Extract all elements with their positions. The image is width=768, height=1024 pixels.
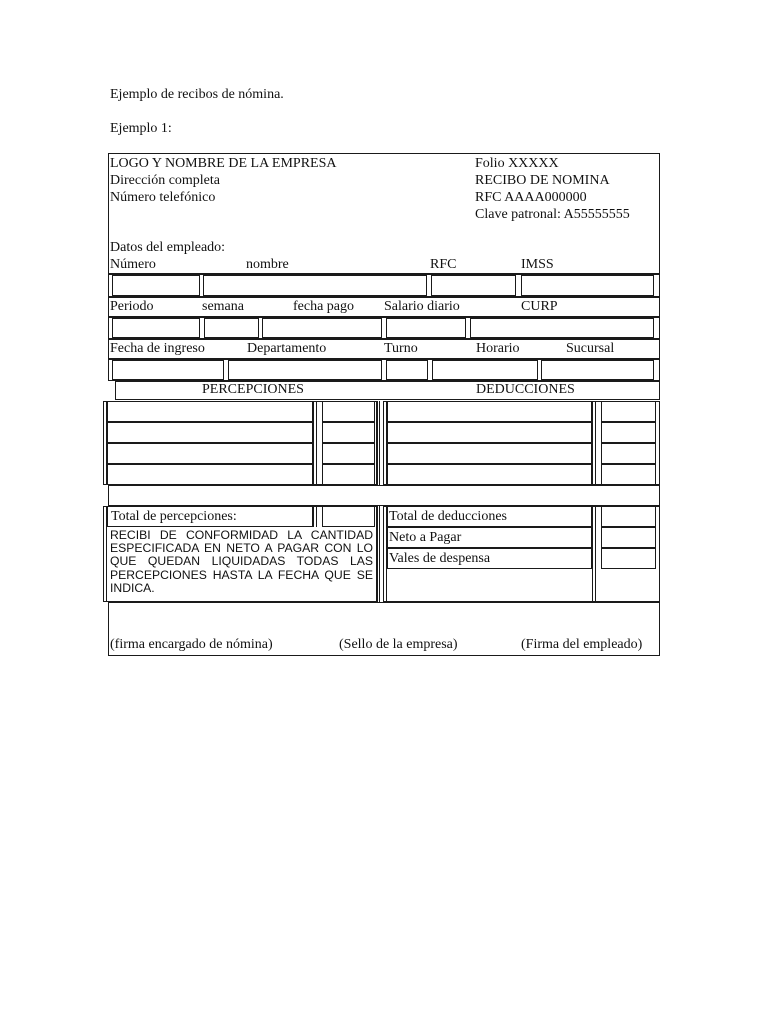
- total-deductions-amount[interactable]: [601, 506, 656, 527]
- label-curp: CURP: [521, 299, 558, 314]
- perception-concept-cell[interactable]: [107, 464, 313, 485]
- field-numero[interactable]: [112, 275, 200, 296]
- employee-section-label: Datos del empleado:: [110, 240, 226, 255]
- deductions-header: DEDUCCIONES: [476, 382, 575, 397]
- perception-concept-cell[interactable]: [107, 422, 313, 443]
- label-imss: IMSS: [521, 257, 554, 272]
- example-label: Ejemplo 1:: [110, 121, 172, 136]
- deduction-amount-cell[interactable]: [601, 401, 656, 422]
- vouchers-label: Vales de despensa: [389, 551, 491, 566]
- field-fecha-pago[interactable]: [262, 318, 382, 338]
- net-pay-amount[interactable]: [601, 527, 656, 548]
- label-salario-diario: Salario diario: [384, 299, 460, 314]
- perceptions-mid-rule: [313, 401, 317, 485]
- signature-seal: (Sello de la empresa): [339, 637, 458, 652]
- totals-ded-mid-rule: [592, 506, 596, 602]
- totals-perc-mid-rule: [313, 506, 317, 527]
- deduction-amount-cell[interactable]: [601, 464, 656, 485]
- deduction-amount-cell[interactable]: [601, 443, 656, 464]
- company-phone: Número telefónico: [110, 190, 216, 205]
- perceptions-right-rule: [376, 401, 380, 485]
- folio: Folio XXXXX: [475, 156, 559, 171]
- total-perceptions-label: Total de percepciones:: [111, 509, 237, 524]
- conformity-statement: RECIBI DE CONFORMIDAD LA CANTIDAD ESPECIFICADA EN NETO A PAGAR CON LO QUE QUEDAN LIQUIDADAS TODAS LAS PERCEPCIONES HASTA LA FECHA QUE SE INDICA.: [110, 528, 373, 595]
- deduction-amount-cell[interactable]: [601, 422, 656, 443]
- label-fecha-ingreso: Fecha de ingreso: [110, 341, 205, 356]
- vouchers-amount[interactable]: [601, 548, 656, 569]
- field-turno[interactable]: [386, 360, 428, 380]
- field-fecha-ingreso[interactable]: [112, 360, 224, 380]
- deductions-mid-rule: [592, 401, 596, 485]
- perception-concept-cell[interactable]: [107, 401, 313, 422]
- perception-amount-cell[interactable]: [322, 443, 375, 464]
- deduction-concept-cell[interactable]: [387, 422, 592, 443]
- label-periodo: Periodo: [110, 299, 154, 314]
- perception-amount-cell[interactable]: [322, 464, 375, 485]
- label-nombre: nombre: [246, 257, 289, 272]
- perception-concept-cell[interactable]: [107, 443, 313, 464]
- label-rfc: RFC: [430, 257, 457, 272]
- spacer-row: [108, 485, 660, 506]
- signature-employee: (Firma del empleado): [521, 637, 643, 652]
- company-address: Dirección completa: [110, 173, 221, 188]
- field-semana[interactable]: [204, 318, 259, 338]
- deduction-concept-cell[interactable]: [387, 464, 592, 485]
- employer-key: Clave patronal: A55555555: [475, 207, 630, 222]
- company-rfc: RFC AAAA000000: [475, 190, 587, 205]
- label-numero: Número: [110, 257, 156, 272]
- field-imss[interactable]: [521, 275, 654, 296]
- label-semana: semana: [202, 299, 244, 314]
- field-departamento[interactable]: [228, 360, 382, 380]
- label-sucursal: Sucursal: [566, 341, 615, 356]
- deduction-concept-cell[interactable]: [387, 401, 592, 422]
- perception-amount-cell[interactable]: [322, 422, 375, 443]
- perception-amount-cell[interactable]: [322, 401, 375, 422]
- label-horario: Horario: [476, 341, 520, 356]
- pd-header-strip: [115, 381, 660, 400]
- total-perceptions-amount[interactable]: [322, 506, 375, 527]
- label-departamento: Departamento: [247, 341, 327, 356]
- signature-payroll: (firma encargado de nómina): [110, 637, 273, 652]
- totals-right-rule: [376, 506, 380, 602]
- label-turno: Turno: [384, 341, 418, 356]
- label-fecha-pago: fecha pago: [293, 299, 355, 314]
- document-title: Ejemplo de recibos de nómina.: [110, 87, 284, 102]
- field-curp[interactable]: [470, 318, 654, 338]
- perceptions-header: PERCEPCIONES: [202, 382, 304, 397]
- receipt-title: RECIBO DE NOMINA: [475, 173, 610, 188]
- deduction-concept-cell[interactable]: [387, 443, 592, 464]
- field-nombre[interactable]: [203, 275, 427, 296]
- field-rfc[interactable]: [431, 275, 516, 296]
- field-sucursal[interactable]: [541, 360, 654, 380]
- field-periodo[interactable]: [112, 318, 200, 338]
- net-pay-label: Neto a Pagar: [389, 530, 462, 545]
- field-salario-diario[interactable]: [386, 318, 466, 338]
- total-deductions-label: Total de deducciones: [389, 509, 507, 524]
- field-horario[interactable]: [432, 360, 538, 380]
- company-name: LOGO Y NOMBRE DE LA EMPRESA: [110, 156, 337, 171]
